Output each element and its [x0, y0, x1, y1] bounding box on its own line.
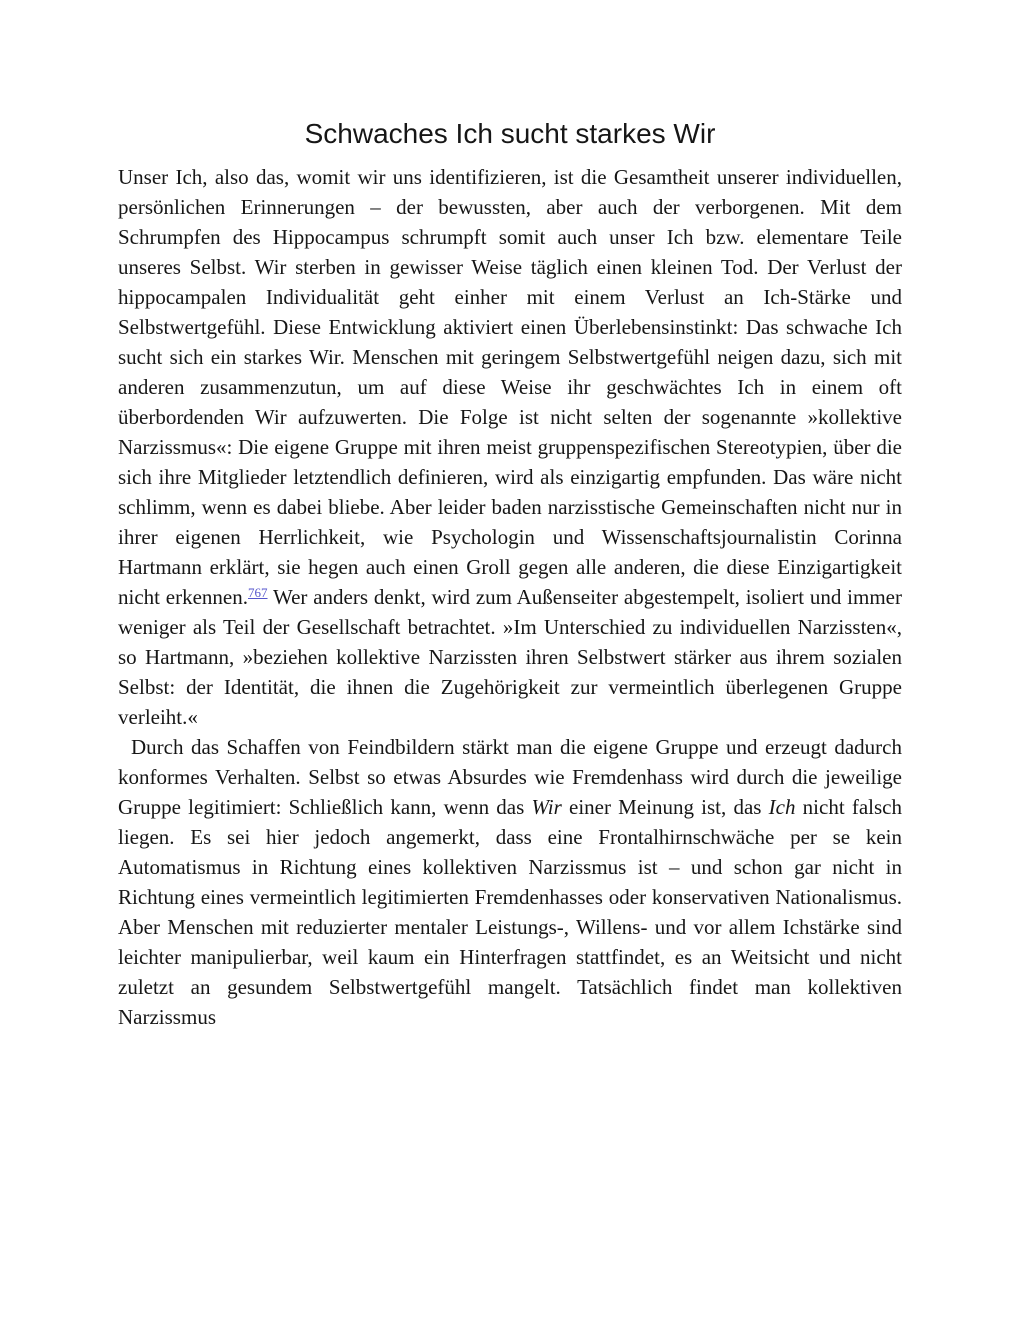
emphasized-text: Wir [531, 795, 562, 819]
page-body [118, 162, 902, 1032]
paragraph: Durch das Schaffen von Feindbildern stärkt man die eigene Gruppe und erzeugt dadurch konformes Verhalten. Selbst so etwas Absurdes wie Fremdenhass wird durch die jeweilige Gruppe legitimiert: Schließlich kann, wenn das Wir einer Meinung ist, das Ich nicht falsch liegen. Es sei hier jedoch angemerkt, dass eine Frontalhirnschwäche per se kein Automatismus in Richtung eines kollektiven Narzissmus ist – und schon gar nicht in Richtung eines vermeintlich legitimierten Fremdenhasses oder konservativen Nationalismus. Aber Menschen mit reduzierter mentaler Leistungs-, Willens- und vor allem Ichstärke sind leichter manipulierbar, weil kaum ein Hinterfragen stattfindet, es an Weitsicht und nicht zuletzt an gesundem Selbstwertgefühl mangelt. Tatsächlich findet man kollektiven Narzissmus [118, 735, 902, 1029]
chapter-title: Schwaches Ich sucht starkes Wir [304, 118, 716, 149]
paragraph: Unser Ich, also das, womit wir uns identifizieren, ist die Gesamtheit unserer individuellen, persönlichen Erinnerungen – der bewussten, aber auch der verborgenen. Mit dem Schrumpfen des Hippocampus schrumpft somit auch unser Ich bzw. elementare Teile unseres Selbst. Wir sterben in gewisser Weise täglich einen kleinen Tod. Der Verlust der hippocampalen Individualität geht einher mit einem Verlust an Ich-Stärke und Selbstwertgefühl. Diese Entwicklung aktiviert einen Überlebensinstinkt: Das schwache Ich sucht sich ein starkes Wir. Menschen mit geringem Selbstwertgefühl neigen dazu, sich mit anderen zusammenzutun, um auf diese Weise ihr geschwächtes Ich in einem oft überbordenden Wir aufzuwerten. Die Folge ist nicht selten der sogenannte »kollektive Narzissmus«: Die eigene Gruppe mit ihren meist gruppenspezifischen Stereotypien, über die sich ihre Mitglieder letztendlich definieren, wird als einzigartig empfunden. Das wäre nicht schlimm, wenn es dabei bliebe. Aber leider baden narzisstische Gemeinschaften nicht nur in ihrer eigenen Herrlichkeit, wie Psychologin und Wissenschaftsjournalistin Corinna Hartmann erklärt, sie hegen auch einen Groll gegen alle anderen, die diese Einzigartigkeit nicht erkennen.$^{767}$ Wer anders denkt, wird zum Außenseiter abgestempelt, isoliert und immer weniger als Teil der Gesellschaft betrachtet. »Im Unterschied zu individuellen Narzissten«, so Hartmann, »beziehen kollektive Narzissten ihren Selbstwert stärker aus ihrem sozialen Selbst: der Identität, die ihnen die Zugehörigkeit zur vermeintlich überlegenen Gruppe verleiht.« [118, 165, 902, 729]
text-column [118, 116, 902, 1032]
emphasized-text: Ich [768, 795, 796, 819]
footnote-link[interactable]: 767 [248, 585, 268, 600]
